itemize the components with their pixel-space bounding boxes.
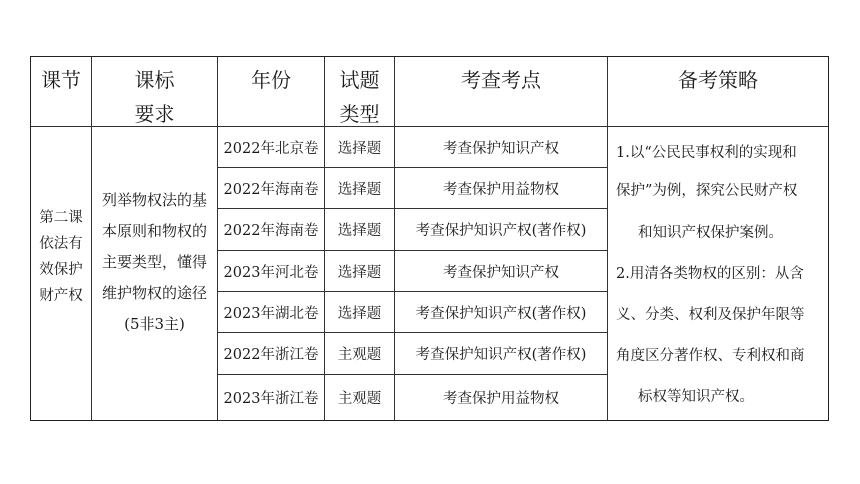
header-standard [92,57,218,127]
standard-line: (5非3主) [124,315,185,333]
header-section-label: 课节 [41,68,81,92]
standard-cell [92,127,218,420]
standard-line: 列举物权法的基 [101,191,207,209]
section-line: 第二课 [39,209,83,226]
row-point: 考查保护知识产权 [395,127,608,168]
header-point [395,57,608,127]
standard-line: 本原则和物权的 [101,222,207,240]
strategy-line: 1.以“公民民事权利的实现和 [616,145,797,161]
header-type-line: 类型 [339,102,380,126]
row-year: 2022年浙江卷 [218,333,325,375]
strategy-line: 角度区分著作权、专利权和商 [616,348,805,364]
row-point: 考查保护知识产权(著作权) [395,209,608,251]
strategy-cell [608,127,828,420]
row-point: 考查保护用益物权 [395,375,608,420]
section-line: 依法有 [39,235,83,252]
row-type: 选择题 [325,292,395,333]
row-year: 2023年河北卷 [218,251,325,292]
row-point: 考查保护知识产权 [395,251,608,292]
header-strategy [608,57,828,127]
header-type [325,57,395,127]
header-year-label: 年份 [251,68,291,92]
header-section [31,57,92,127]
row-type: 选择题 [325,168,395,209]
row-type: 选择题 [325,127,395,168]
strategy-line: 义、分类、权利及保护年限等 [616,307,805,323]
header-standard-line: 课标 [134,68,175,92]
section-cell [31,127,92,420]
section-line: 财产权 [39,287,83,304]
row-type: 选择题 [325,251,395,292]
row-type: 主观题 [325,333,395,375]
row-point: 考查保护用益物权 [395,168,608,209]
strategy-line: 2.用清各类物权的区别：从含 [616,266,804,282]
header-standard-line: 要求 [134,102,175,126]
row-year: 2023年浙江卷 [218,375,325,420]
row-point: 考查保护知识产权(著作权) [395,292,608,333]
section-line: 效保护 [39,261,83,278]
row-year: 2023年湖北卷 [218,292,325,333]
row-point: 考查保护知识产权(著作权) [395,333,608,375]
header-point-label: 考查考点 [461,68,541,92]
row-type: 选择题 [325,209,395,251]
standard-line: 维护物权的途径 [101,284,207,302]
header-year [218,57,325,127]
strategy-line: 标权等知识产权。 [638,389,754,405]
strategy-line: 保护”为例，探究公民财产权 [616,183,798,199]
row-year: 2022年北京卷 [218,127,325,168]
standard-line: 主要类型，懂得 [101,253,207,271]
row-year: 2022年海南卷 [218,209,325,251]
strategy-line: 和知识产权保护案例。 [638,225,783,241]
header-strategy-label: 备考策略 [678,68,758,92]
header-type-line: 试题 [339,68,380,92]
row-year: 2022年海南卷 [218,168,325,209]
exam-table [30,56,829,421]
row-type: 主观题 [325,375,395,420]
